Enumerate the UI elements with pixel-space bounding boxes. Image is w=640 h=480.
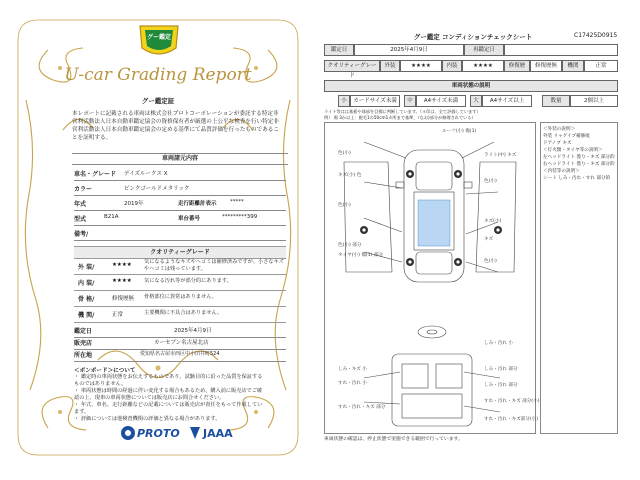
rating-row-interior [74, 274, 286, 291]
quality-section-title: クオリティーグレード [74, 246, 286, 259]
vehicle-section-title: 車両諸元内容 [72, 153, 288, 165]
diagram-label: ルーフ(小) 傷(1) [442, 129, 477, 134]
diagram-label: タイヤ(小) 傷(1) 部分 [338, 253, 384, 258]
note-item: ・ 評価については他検査機関の評価と異なる場合があります。 [74, 416, 221, 422]
note-item: ・ 鑑定時の車両状態をお伝えするものであり、試験目的に沿った品質を保証するものではありません。 [74, 374, 263, 387]
rating-row-frame [74, 290, 286, 307]
jaaa-logo-icon [188, 425, 202, 441]
diagram-label: 色(小) [484, 259, 497, 264]
info-value: 愛知県名古屋市西区中小田井町524 [140, 351, 220, 357]
interior-label: しみ・キズ 小 [338, 367, 367, 372]
rating-description: 主要機関に不具合はありません。 [144, 310, 223, 316]
vehicle-year-value: 2019年 [124, 201, 144, 207]
rating-label: 機 関/ [78, 312, 95, 319]
rating-stars: 修復歴無 [112, 296, 135, 302]
address-row [74, 348, 286, 362]
badge-text: グー鑑定 [146, 34, 171, 41]
info-label: 鑑定日 [74, 328, 93, 335]
diagram-label: 色(小) [338, 151, 351, 156]
engine-label: 機関 [562, 60, 584, 72]
vehicle-name-label: 車名・グレード [74, 171, 117, 178]
diagram-label: 色(小) [484, 179, 497, 184]
rating-stars: ★★★★ [112, 278, 132, 284]
vehicle-model-label: 型式 [74, 216, 87, 223]
vehicle-note-label: 備考/ [74, 231, 89, 238]
diagram-label: キズ [484, 237, 494, 242]
sheet-footer: 車両状態の確認は、停止状態で実施できる範囲で行っています。 [324, 437, 463, 442]
vehicle-year-row [74, 197, 286, 211]
redate-value [504, 44, 618, 56]
legend-note: ライト等はは基板や球部を目標に判断しています。（＊印は、全て評価しています） 例） 傷 3か以上：脱毛1の50cm1カ所まで基準，（なお)部分が修理されている） [324, 109, 481, 120]
vehicle-name-row [74, 167, 286, 181]
repair-label: 修復歴 [504, 60, 530, 72]
scale-mid-desc: A4サイズ未満 [416, 95, 466, 107]
scale-large: 大 [470, 95, 482, 107]
rating-description: 骨格部位に異常はありません。 [144, 294, 217, 300]
report-title: U-car Grading Report [64, 65, 252, 85]
diagram-label: ライト(中) キズ [484, 153, 517, 158]
note-item: ・ 年式、車名、走行距離などの記載については販売店が責任をもって作成しています。 [74, 402, 263, 415]
scale-large-desc: A4サイズ以上 [482, 95, 532, 107]
info-value: 2025年4月9日 [174, 328, 212, 334]
ext-label: 外装 [380, 60, 400, 72]
diagram-label: キズ(小) 色 [338, 173, 362, 178]
ext-value: ★★★★ [400, 60, 442, 72]
interior-label: しみ・汚れ 小 [484, 341, 514, 346]
rating-row-engine [74, 306, 286, 323]
interior-label: しみ・汚れ 部分 [484, 383, 518, 388]
notes-box-line: ＜外装の説明＞ [543, 127, 576, 132]
vin-label: 車台番号 [178, 216, 201, 222]
info-value: カーセブン名古屋北店 [154, 340, 209, 346]
vehicle-year-label: 年式 [74, 201, 87, 208]
interior-label: すれ・汚れ・キズ 部分 [338, 405, 386, 410]
vehicle-name-value: デイズルークス X [124, 171, 168, 177]
note-item: ・ 車両状態は時間の経過に伴い変化する場合もあるため、購入前に販売店でご確認の上、現車の車両状態については販売店にお問合せください。 [74, 388, 263, 401]
info-label: 所在地 [74, 352, 93, 359]
notes-box-line: ＜内装等の説明＞ [543, 169, 580, 174]
rating-label: 外 装/ [78, 264, 95, 271]
intro-paragraph: 本レポートに記載される車両は株式会社プロトコーポレーションが委託する特定非営利活動法人日本自動車鑑定協会の資格保有者が厳選の上公平な検査を行い特定非営利活動法人日本自動車鑑定協会の定める基準にて品質評価を行ったものであることを証明する。 [72, 111, 279, 141]
notes-title: ＜ボンボード＞について [74, 368, 136, 374]
interior-label: すれ・汚れ・キズ部分(小) [484, 417, 539, 422]
vehicle-color-label: カラー [74, 186, 93, 193]
scale-small-desc: カードサイズ未満 [350, 95, 400, 107]
interior-label: すれ・汚れ・キズ 部分(小) [484, 399, 540, 404]
mileage-label: 走行距離計表示 [178, 201, 217, 207]
notes-box-line: シート しみ・汚れ・すれ 部分的 [543, 176, 611, 181]
date-label: 鑑定日 [324, 44, 354, 56]
report-subtitle: グー鑑定証 [141, 97, 175, 105]
proto-logo-icon [120, 425, 136, 441]
date-value: 2025年4月9日 [354, 44, 464, 56]
notes-box-line: 左ヘッドライト 曇り・キズ 部分的 [543, 155, 615, 160]
diagram-label: キズ(小) [484, 219, 502, 224]
notes-box-line: ＜灯火類・タイヤ等の説明＞ [543, 148, 603, 153]
vehicle-model-value: B21A [104, 214, 119, 220]
diagram-label: 色(小) [338, 203, 351, 208]
rating-row-exterior [74, 258, 286, 275]
notes-list [74, 374, 264, 423]
vehicle-color-value: ピンクゴールドメタリック [124, 186, 190, 192]
int-value: ★★★★ [462, 60, 504, 72]
rating-description: 気になるようなキズやヘコミは補修済みですが、小さなキズやヘコミは残っています。 [144, 259, 284, 272]
vehicle-note-row [74, 227, 286, 241]
interior-label: すれ・汚れ 小 [338, 381, 368, 386]
sheet-title: グー鑑定 コンディションチェックシート [413, 33, 533, 41]
notes-box-line: 右ヘッドライト 曇り・キズ 部分的 [543, 162, 615, 167]
info-label: 販売店 [74, 340, 93, 347]
grading-certificate [8, 10, 308, 465]
goo-badge-icon [136, 22, 182, 60]
count-label: 数量 [542, 95, 570, 107]
int-label: 内装 [442, 60, 462, 72]
vehicle-color-row [74, 182, 286, 196]
grade-label: クオリティーグレード [324, 60, 380, 72]
jaaa-logo-text: JAAA [203, 427, 233, 440]
condition-check-sheet [324, 32, 618, 442]
notes-box-line: ドアノブ キズ [543, 141, 572, 146]
engine-value: 正常 [584, 60, 618, 72]
count-value: 2個以上 [570, 95, 618, 107]
vehicle-model-row [74, 212, 286, 226]
document-number: C17425D0915 [574, 32, 618, 39]
mileage-value: ***** [230, 199, 244, 205]
rating-label: 骨 格/ [78, 296, 95, 303]
rating-stars: 正常 [112, 312, 124, 318]
condition-section-title: 車両状態の説明 [324, 80, 618, 92]
rating-description: 気になる汚れ等が部分的にあります。 [144, 278, 232, 284]
proto-logo-text: PROTO [137, 427, 180, 440]
vin-value: *********399 [222, 214, 258, 220]
rating-stars: ★★★★ [112, 262, 132, 268]
diagram-label: 色(小) 部分 [338, 243, 362, 248]
repair-value: 修復歴無 [530, 60, 562, 72]
notes-box-line: 外装 リャゲイプ補修痕 [543, 134, 590, 139]
interior-label: しみ・汚れ 部分 [484, 367, 518, 372]
rating-label: 内 装/ [78, 280, 95, 287]
scale-small: 小 [338, 95, 350, 107]
notes-box-content [543, 126, 617, 182]
scale-mid: 中 [404, 95, 416, 107]
redate-label: 再鑑定日 [464, 44, 504, 56]
